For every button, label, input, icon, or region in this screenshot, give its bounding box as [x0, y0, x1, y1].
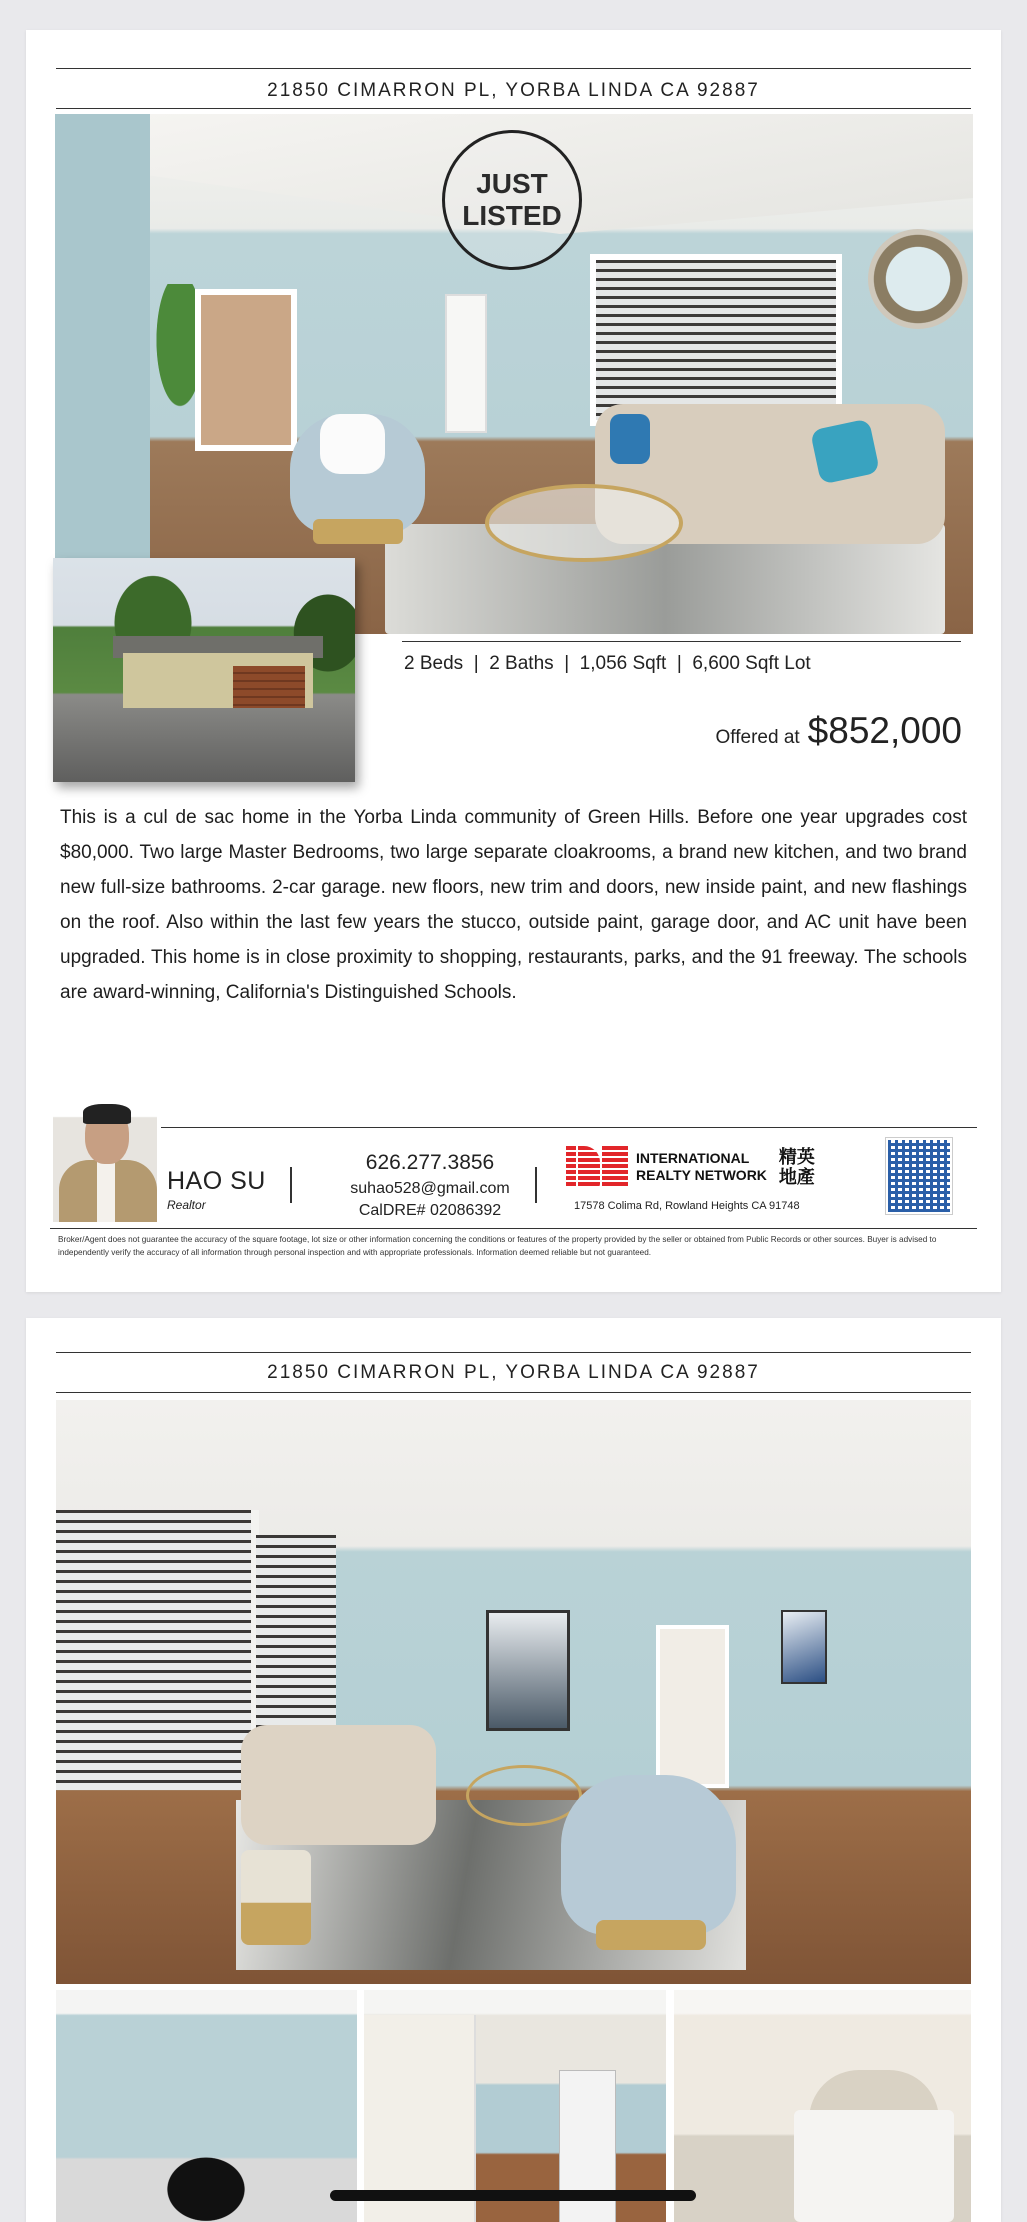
- specs-rule: [402, 641, 961, 642]
- armchair-base: [596, 1920, 706, 1950]
- window-blinds: [590, 254, 842, 426]
- wall-art: [486, 1610, 570, 1731]
- agent-photo: [53, 1090, 157, 1222]
- footer-rule: [161, 1127, 977, 1128]
- flyer-page-2: [26, 1318, 1001, 2222]
- brokerage-chinese-name: [779, 1147, 815, 1187]
- divider: [535, 1167, 537, 1203]
- address-rule: [56, 1392, 971, 1393]
- round-mirror: [868, 229, 968, 329]
- agent-hair: [83, 1104, 131, 1124]
- qr-code-icon[interactable]: [886, 1138, 952, 1214]
- agent-title: Realtor: [167, 1198, 206, 1212]
- property-description: This is a cul de sac home in the Yorba Linda community of Green Hills. Before one year upgrades cost $80,000. Two large Master Bedrooms, two large separate cloakrooms, a brand new kitchen, and two brand new full-size bathrooms. 2-car garage. new floors, new trim and doors, new inside paint, and new flashings on the roof. Also within the last few years the stucco, outside paint, garage door, and AC unit have been upgraded. This home is in close proximity to shopping, restaurants, parks, and the 91 freeway. The schools are award-winning, California's Distinguished Schools.: [60, 807, 967, 1003]
- agent-license: CalDRE# 02086392: [358, 1202, 502, 1219]
- legal-disclaimer: Broker/Agent does not guarantee the accuracy of the square footage, lot size or other information concerning the conditions or features of the property provided by the seller or obtained from Public Records or other sources. Buyer is advised to independently verify the accuracy of all information through personal inspection and with appropriate professionals. Information deemed reliable but not guaranteed.: [58, 1235, 937, 1257]
- irn-logo-icon: [566, 1146, 628, 1188]
- sofa: [241, 1725, 436, 1845]
- divider: [290, 1167, 292, 1203]
- offered-label: Offered at: [715, 727, 800, 748]
- garage-door: [233, 666, 305, 708]
- badge-line-2: LISTED: [462, 200, 562, 231]
- exterior-photo[interactable]: [53, 558, 355, 782]
- pillow: [610, 414, 650, 464]
- price-block: [716, 710, 962, 752]
- coffee-table: [485, 484, 683, 562]
- doorway: [656, 1625, 729, 1788]
- window-blinds: [56, 1510, 259, 1790]
- just-listed-badge: [442, 130, 582, 270]
- dining-chairs: [146, 2140, 266, 2222]
- bed: [794, 2110, 954, 2222]
- agent-phone[interactable]: 626.277.3856: [365, 1151, 495, 1174]
- bedroom-photo[interactable]: [674, 1990, 971, 2222]
- property-address: 21850 CIMARRON PL, YORBA LINDA CA 92887: [267, 1362, 760, 1383]
- brokerage-name-line-2: REALTY NETWORK: [636, 1167, 767, 1183]
- agent-name: HAO SU: [167, 1167, 266, 1195]
- price: $852,000: [807, 710, 962, 751]
- brokerage-logo: [566, 1146, 815, 1188]
- badge-line-1: JUST: [476, 168, 548, 199]
- kitchen-photo[interactable]: [364, 1990, 666, 2222]
- armchair-base: [313, 519, 403, 544]
- brokerage-name: [636, 1150, 767, 1184]
- wall-art: [781, 1610, 827, 1684]
- stool: [241, 1850, 311, 1945]
- cushion: [320, 414, 385, 474]
- top-rule: [56, 1352, 971, 1353]
- dining-area-photo[interactable]: [56, 1990, 357, 2222]
- top-rule: [56, 68, 971, 69]
- flyer-page-1: [26, 30, 1001, 1292]
- disclaimer-rule: [50, 1228, 977, 1229]
- coffee-table: [466, 1765, 582, 1826]
- agent-email[interactable]: suhao528@gmail.com: [350, 1180, 510, 1197]
- door: [445, 294, 487, 433]
- living-room-photo-2[interactable]: [56, 1400, 971, 1984]
- property-specs: 2 Beds | 2 Baths | 1,056 Sqft | 6,600 Sqft Lot: [404, 653, 811, 674]
- armchair: [561, 1775, 736, 1935]
- wall: [55, 114, 150, 634]
- brokerage-name-line-1: INTERNATIONAL: [636, 1150, 750, 1166]
- brokerage-address: 17578 Colima Rd, Rowland Heights CA 91748: [574, 1200, 800, 1212]
- doorway: [195, 289, 297, 451]
- brokerage-cn-line-2: 地產: [778, 1167, 815, 1187]
- home-indicator[interactable]: [330, 2190, 696, 2201]
- brokerage-cn-line-1: 精英: [778, 1147, 815, 1167]
- agent-shirt: [97, 1160, 115, 1222]
- property-address: 21850 CIMARRON PL, YORBA LINDA CA 92887: [267, 80, 760, 101]
- address-rule: [56, 108, 971, 109]
